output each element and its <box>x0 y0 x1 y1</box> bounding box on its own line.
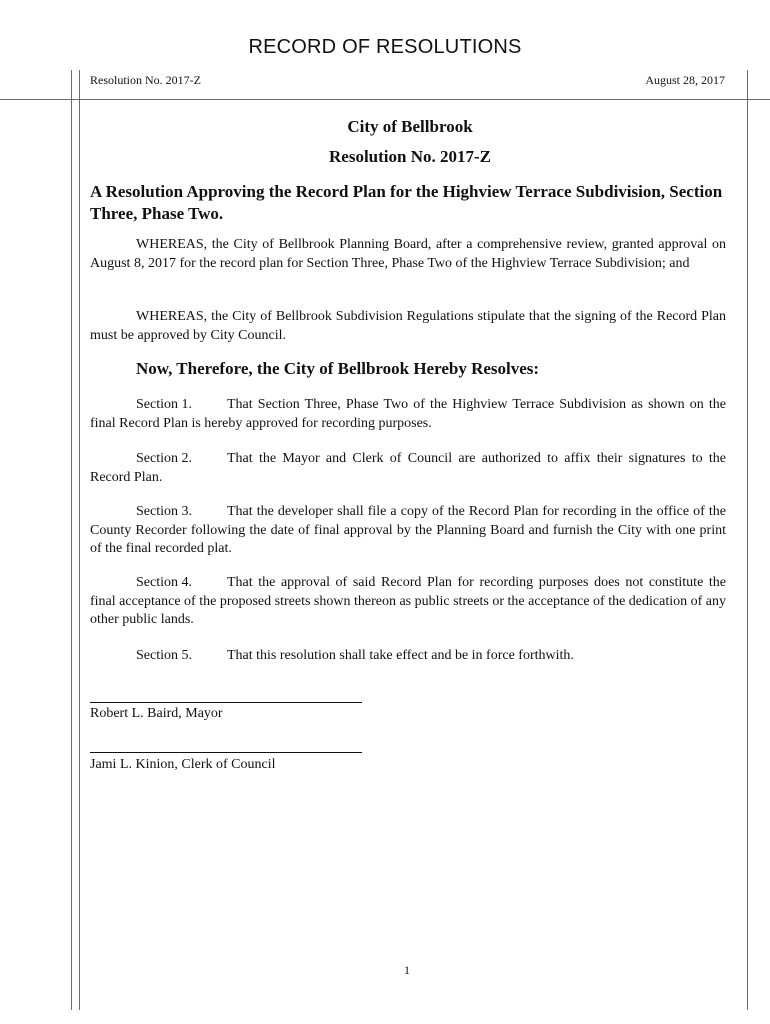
section-label: Section 1. <box>136 397 192 412</box>
whereas-paragraph-1 <box>90 236 726 273</box>
section-text: That Section Three, Phase Two of the Highview Terrace Subdivision as shown on the final Record Plan is hereby approved for recording purposes. <box>90 397 726 431</box>
right-margin-rule <box>747 70 748 1010</box>
section-text: That the developer shall file a copy of the Record Plan for recording in the office of the County Recorder following the date of final approval by the Planning Board and furnish the City with one print of the final recorded plat. <box>90 504 726 556</box>
header-rule <box>0 99 770 100</box>
section-paragraph <box>90 647 726 666</box>
section-label: Section 5. <box>136 648 192 663</box>
page-number: 1 <box>404 963 410 977</box>
city-heading: City of Bellbrook <box>347 117 473 136</box>
section-label: Section 2. <box>136 451 192 466</box>
whereas-text-2: WHEREAS, the City of Bellbrook Subdivision Regulations stipulate that the signing of the Record Plan must be approved by City Council. <box>90 309 726 343</box>
header-date: August 28, 2017 <box>645 73 725 87</box>
section-paragraph <box>90 450 726 487</box>
clerk-signature-line <box>90 752 362 753</box>
section-text: That the approval of said Record Plan for recording purposes does not constitute the final acceptance of the proposed streets shown thereon as public streets or the acceptance of the dedication of any other public lands. <box>90 575 726 627</box>
banner-title: RECORD OF RESOLUTIONS <box>248 36 522 58</box>
section-label: Section 3. <box>136 504 192 519</box>
mayor-name: Robert L. Baird, Mayor <box>90 706 223 721</box>
whereas-paragraph-2 <box>90 308 726 345</box>
section-text: That the Mayor and Clerk of Council are authorized to affix their signatures to the Record Plan. <box>90 451 726 485</box>
clerk-name: Jami L. Kinion, Clerk of Council <box>90 757 276 772</box>
whereas-text-1: WHEREAS, the City of Bellbrook Planning Board, after a comprehensive review, granted approval on August 8, 2017 for the record plan for Section Three, Phase Two of the Highview Terrace Subdivision; and <box>90 237 726 271</box>
resolves-heading: Now, Therefore, the City of Bellbrook Hereby Resolves: <box>136 359 540 378</box>
mayor-signature-line <box>90 702 362 703</box>
left-margin-rule-inner <box>79 70 80 1010</box>
section-paragraph <box>90 574 726 630</box>
section-paragraph <box>90 503 726 559</box>
section-paragraph <box>90 396 726 433</box>
section-text: That this resolution shall take effect and be in force forthwith. <box>227 648 574 663</box>
left-margin-rule-outer <box>71 70 72 1010</box>
resolution-number-heading: Resolution No. 2017-Z <box>329 147 491 166</box>
header-resolution-number: Resolution No. 2017-Z <box>90 73 201 87</box>
resolution-title: A Resolution Approving the Record Plan for the Highview Terrace Subdivision, Section Three, Phase Two. <box>90 182 723 223</box>
section-label: Section 4. <box>136 575 192 590</box>
